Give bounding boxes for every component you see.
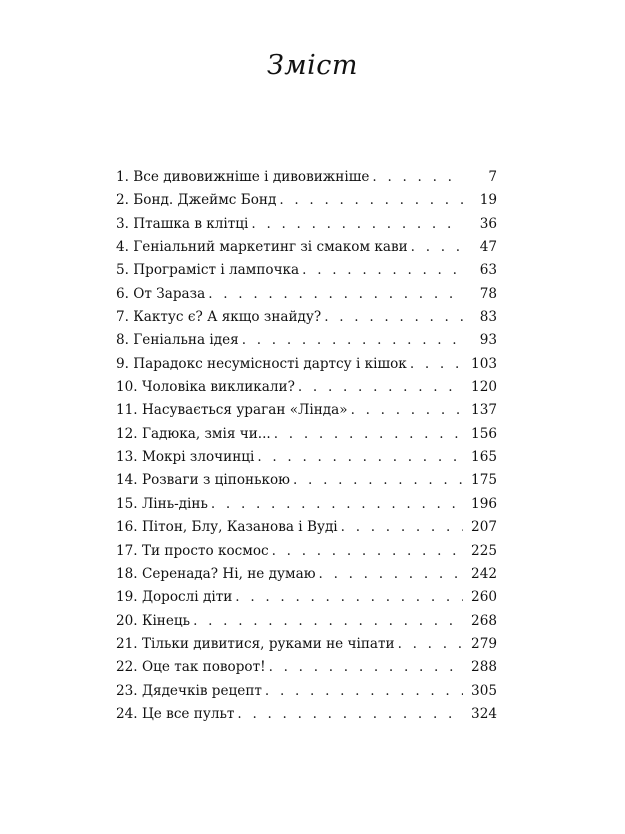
- toc-entry-page-number: 120: [471, 379, 497, 396]
- toc-entry: [116, 446, 497, 469]
- toc-entry: [116, 656, 497, 679]
- toc-leader-dots: [274, 423, 463, 446]
- toc-entry: [116, 353, 497, 376]
- toc-entry-page-number: 196: [471, 495, 497, 512]
- toc-leader-dots: [351, 399, 463, 422]
- toc-entry-title: 3. Пташка в клітці: [116, 215, 249, 232]
- toc-entry-page-number: 103: [471, 355, 497, 372]
- toc-leader-dots: [298, 376, 463, 399]
- toc-entry-title: 20. Кінець: [116, 612, 191, 629]
- toc-entry: [116, 259, 497, 282]
- toc-entry-title: 6. От Зараза: [116, 285, 206, 302]
- toc-entry-title: 15. Лінь-дінь: [116, 495, 208, 512]
- toc-entry-title: 9. Парадокс несумісності дартсу і кішок: [116, 355, 407, 372]
- toc-entry-page-number: 279: [471, 635, 497, 652]
- toc-entry-title: 8. Геніальна ідея: [116, 332, 239, 349]
- toc-leader-dots: [411, 236, 463, 259]
- toc-entry: [116, 680, 497, 703]
- toc-entry: [116, 540, 497, 563]
- toc-leader-dots: [235, 586, 463, 609]
- toc-leader-dots: [372, 166, 463, 189]
- toc-leader-dots: [265, 680, 463, 703]
- toc-leader-dots: [208, 283, 463, 306]
- toc-leader-dots: [269, 656, 463, 679]
- toc-entry: [116, 399, 497, 422]
- toc-leader-dots: [257, 446, 463, 469]
- toc-entry-page-number: 78: [479, 285, 497, 302]
- toc-leader-dots: [272, 540, 463, 563]
- toc-entry-page-number: 7: [488, 169, 497, 185]
- toc-entry: [116, 493, 497, 516]
- toc-entry-title: 12. Гадюка, змія чи...: [116, 425, 271, 442]
- toc-leader-dots: [302, 259, 463, 282]
- toc-entry-title: 17. Ти просто космос: [116, 542, 269, 559]
- toc-entry-page-number: 305: [471, 682, 497, 699]
- toc-entry-title: 2. Бонд. Джеймс Бонд: [116, 192, 277, 209]
- toc-entry: [116, 423, 497, 446]
- toc-entry: [116, 376, 497, 399]
- toc-entry-page-number: 63: [479, 262, 497, 279]
- toc-entry-page-number: 175: [471, 472, 497, 489]
- toc-leader-dots: [341, 516, 463, 539]
- page-title: Зміст: [266, 50, 359, 81]
- toc-entry-page-number: 47: [479, 239, 497, 256]
- toc-entry: [116, 610, 497, 633]
- toc-leader-dots: [237, 703, 463, 726]
- toc-leader-dots: [410, 353, 463, 376]
- toc-entry-page-number: 288: [471, 659, 497, 676]
- toc-leader-dots: [251, 213, 463, 236]
- toc-entry-title: 4. Геніальний маркетинг зі смаком кави: [116, 239, 408, 256]
- toc-entry-page-number: 324: [471, 705, 497, 722]
- toc-entry-title: 14. Розваги з ціпонькою: [116, 472, 290, 489]
- toc-entry-page-number: 36: [479, 215, 497, 232]
- toc-entry-page-number: 242: [471, 565, 497, 582]
- toc-leader-dots: [293, 469, 463, 492]
- toc-entry: [116, 306, 497, 329]
- toc-entry: [116, 469, 497, 492]
- toc-leader-dots: [211, 493, 463, 516]
- toc-entry-title: 18. Серенада? Ні, не думаю: [116, 565, 316, 582]
- toc-entry-page-number: 137: [471, 402, 497, 419]
- toc-entry: [116, 329, 497, 352]
- toc-entry-page-number: 93: [479, 332, 497, 349]
- toc-leader-dots: [319, 563, 463, 586]
- toc-leader-dots: [279, 189, 463, 212]
- toc-leader-dots: [398, 633, 463, 656]
- toc-entry: [116, 189, 497, 212]
- toc-entry: [116, 166, 497, 189]
- toc-entry-title: 11. Насувається ураган «Лінда»: [116, 402, 348, 419]
- toc-entry: [116, 283, 497, 306]
- toc-entry: [116, 703, 497, 726]
- toc-entry: [116, 563, 497, 586]
- toc-entry: [116, 236, 497, 259]
- toc-entry-title: 13. Мокрі злочинці: [116, 449, 255, 466]
- toc-entry: [116, 516, 497, 539]
- toc-entry-title: 5. Програміст і лампочка: [116, 262, 300, 279]
- toc-entry-page-number: 156: [471, 425, 497, 442]
- toc-entry-page-number: 268: [471, 612, 497, 629]
- toc-entry-title: 23. Дядечків рецепт: [116, 682, 262, 699]
- toc-entry-title: 10. Чоловіка викликали?: [116, 379, 295, 396]
- toc-entry-title: 21. Тільки дивитися, руками не чіпати: [116, 635, 395, 652]
- toc-leader-dots: [193, 610, 463, 633]
- toc-entry-page-number: 19: [479, 192, 497, 209]
- toc-leader-dots: [324, 306, 463, 329]
- toc-entry: [116, 586, 497, 609]
- toc-entry-page-number: 207: [471, 519, 497, 536]
- toc-entry-page-number: 83: [479, 309, 497, 326]
- toc-leader-dots: [242, 329, 463, 352]
- toc-entry-title: 1. Все дивовижніше і дивовижніше: [116, 169, 370, 185]
- toc-entry-page-number: 225: [471, 542, 497, 559]
- toc-entry-title: 19. Дорослі діти: [116, 589, 233, 606]
- toc-entry-page-number: 165: [471, 449, 497, 466]
- toc-entry-title: 7. Кактус є? А якщо знайду?: [116, 309, 322, 326]
- toc-entry-page-number: 260: [471, 589, 497, 606]
- toc-entry: [116, 213, 497, 236]
- toc-entry-title: 16. Пітон, Блу, Казанова і Вуді: [116, 519, 338, 536]
- toc-entry: [116, 633, 497, 656]
- table-of-contents: [116, 166, 497, 726]
- toc-entry-title: 22. Оце так поворот!: [116, 659, 266, 676]
- toc-entry-title: 24. Це все пульт: [116, 705, 235, 722]
